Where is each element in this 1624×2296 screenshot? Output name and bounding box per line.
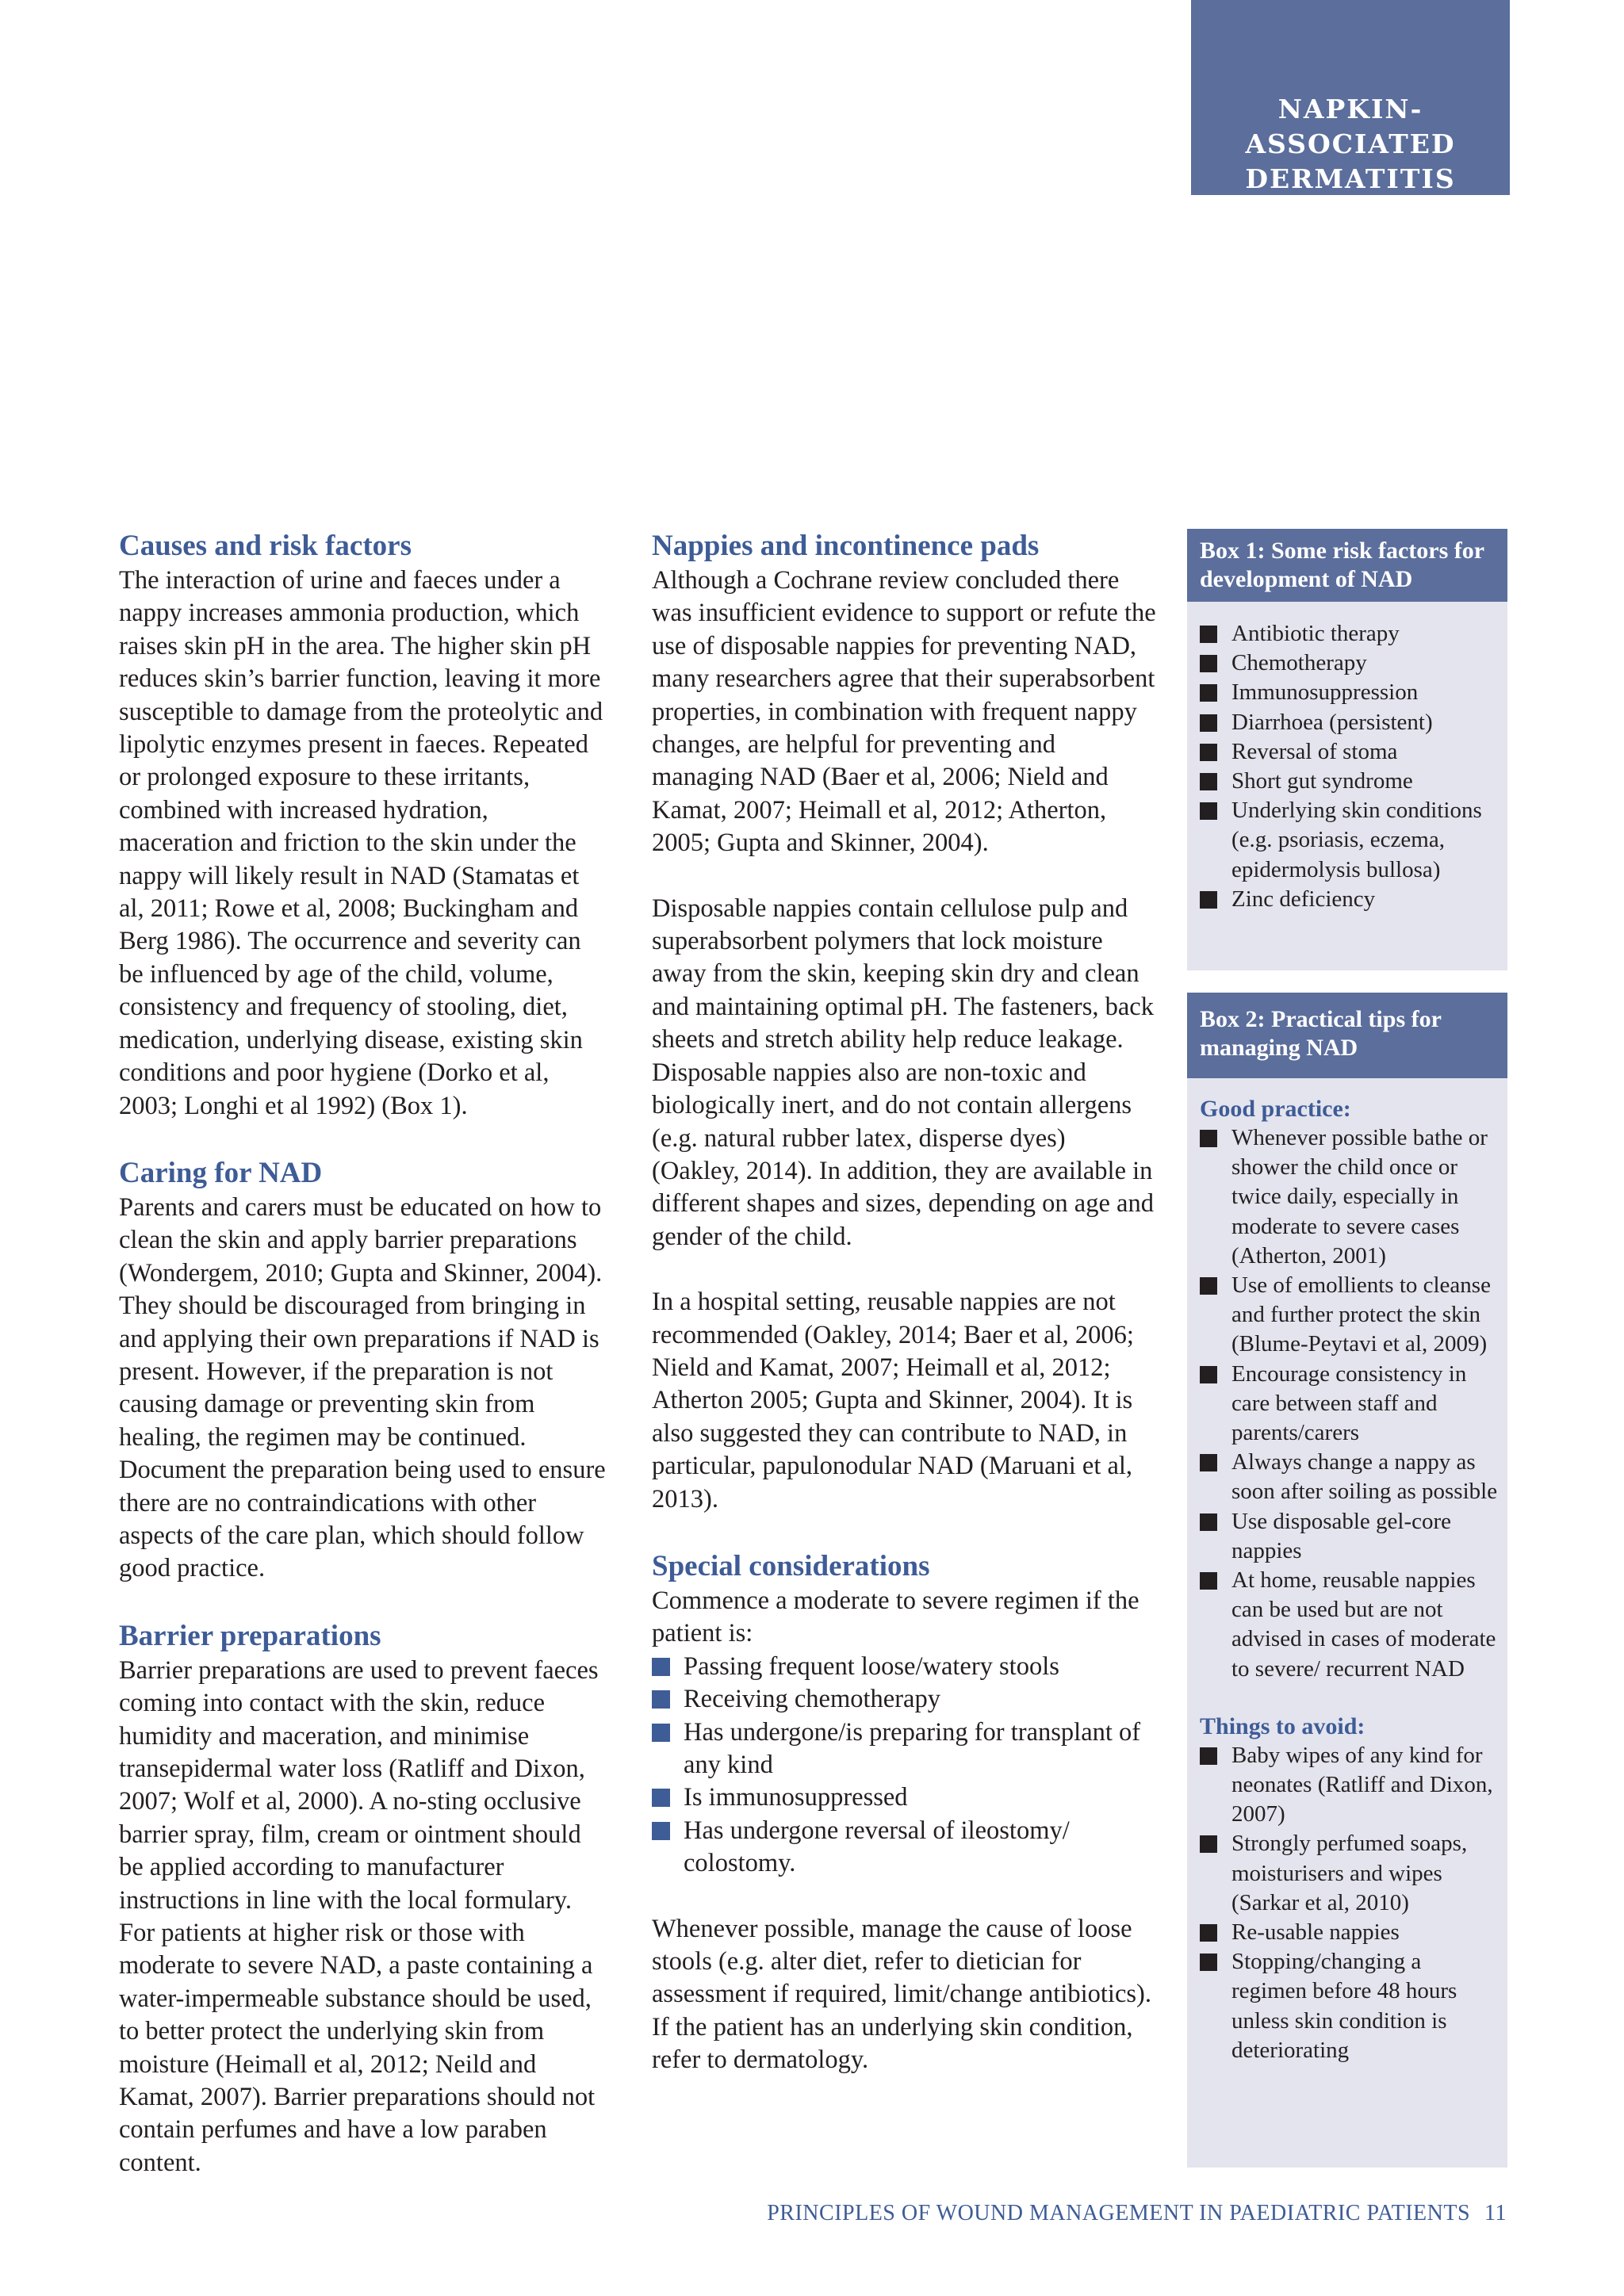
bullet-square-icon <box>1200 1277 1217 1295</box>
list-item: Stopping/changing a regimen before 48 hours unless skin condition is deteriorating <box>1200 1947 1498 2065</box>
bullet-square-icon <box>1200 655 1217 672</box>
section-causes <box>119 528 607 1123</box>
list-item: Use disposable gel-core nappies <box>1200 1507 1498 1566</box>
list-item: Underlying skin conditions (e.g. psoriasis, eczema, epidermolysis bullosa) <box>1200 796 1498 885</box>
list-item: Strongly perfumed soaps, moisturisers and wipes (Sarkar et al, 2010) <box>1200 1829 1498 1918</box>
section-nappies <box>652 528 1159 1516</box>
bullet-square-icon <box>1200 802 1217 820</box>
section-special <box>652 1548 1159 2077</box>
section-heading: Barrier preparations <box>119 1619 381 1652</box>
bullet-square-icon <box>1200 891 1217 909</box>
section-tab <box>1191 0 1510 195</box>
section-paragraph: Although a Cochrane review concluded there was insufficient evidence to support or refute the use of disposable nappies for preventing NAD, many researchers agree that their superabsorbent properties, in combination with frequent nappy changes, are helpful for preventing and managing NAD (Baer et al, 2006; Nield and Kamat, 2007; Heimall et al, 2012; Atherton, 2005; Gupta and Skinner, 2004). <box>652 566 1156 858</box>
column-middle <box>652 528 1159 2077</box>
section-caring <box>119 1155 607 1586</box>
bullet-square-icon <box>652 1789 670 1807</box>
good-practice-heading: Good practice: <box>1200 1096 1351 1122</box>
section-paragraph: Barrier preparations are used to prevent faeces coming into contact with the skin, reduce humidity and maceration, and minimise transepidermal water loss (Ratliff and Dixon, 2007; Wolf et al, 2000). A no-sting occlusive barrier spray, film, cream or ointment should be applied according to manufacturer instructions in line with the local formulary. For patients at higher risk or those with moderate to severe NAD, a paste containing a water-impermeable substance should be used, to better protect the underlying skin from moisture (Heimall et al, 2012; Neild and Kamat, 2007). Barrier preparations should not contain perfumes and have a low paraben content. <box>119 1655 599 2177</box>
bullet-square-icon <box>1200 1454 1217 1471</box>
bullet-square-icon <box>1200 684 1217 702</box>
section-tab-line: DERMATITIS <box>1245 163 1456 194</box>
section-paragraph: Parents and carers must be educated on how to clean the skin and apply barrier preparations (Wondergem, 2010; Gupta and Skinner, 2004). They should be discouraged from bringing in and applying their own preparations if NAD is present. However, if the preparation is not causing damage or preventing skin from healing, the regimen may be continued. Document the preparation being used to ensure there are no contraindications with other aspects of the care plan, which should follow good practice. <box>119 1192 606 1583</box>
section-heading: Causes and risk factors <box>119 530 412 562</box>
list-item: Immunosuppression <box>1200 678 1498 707</box>
bullet-square-icon <box>652 1690 670 1709</box>
box-title: Box 2: Practical tips for managing NAD <box>1187 993 1507 1078</box>
bullet-square-icon <box>1200 1572 1217 1590</box>
section-tab-line: NAPKIN- <box>1277 94 1423 124</box>
bullet-square-icon <box>1200 1747 1217 1765</box>
page-number: 11 <box>1484 2201 1507 2225</box>
bullet-square-icon <box>652 1724 670 1742</box>
good-practice-list <box>1200 1123 1498 1684</box>
list-item: Is immunosuppressed <box>652 1781 1159 1814</box>
section-paragraph: Commence a moderate to severe regimen if the patient is: <box>652 1586 1139 1648</box>
list-item: At home, reusable nappies can be used but are not advised in cases of moderate to severe/ recurrent NAD <box>1200 1566 1498 1684</box>
page-footer <box>767 2199 1507 2228</box>
section-paragraph: The interaction of urine and faeces under a nappy increases ammonia production, which raises skin pH in the area. The higher skin pH reduces skin’s barrier function, leaving it more susceptible to damage from the proteolytic and lipolytic enzymes present in faeces. Repeated or prolonged exposure to these irritants, combined with increased hydration, maceration and friction to the skin under the nappy will likely result in NAD (Stamatas et al, 2011; Rowe et al, 2008; Buckingham and Berg 1986). The occurrence and severity can be influenced by age of the child, volume, consistency and frequency of stooling, diet, medication, underlying disease, existing skin conditions and poor hygiene (Dorko et al, 2003; Longhi et al 1992) (Box 1). <box>119 566 603 1120</box>
column-left <box>119 528 607 2179</box>
bullet-square-icon <box>1200 1513 1217 1531</box>
bullet-square-icon <box>1200 714 1217 732</box>
list-item: Use of emollients to cleanse and further protect the skin (Blume-Peytavi et al, 2009) <box>1200 1271 1498 1360</box>
bullet-square-icon <box>1200 1835 1217 1853</box>
list-item: Reversal of stoma <box>1200 737 1498 767</box>
section-heading: Special considerations <box>652 1549 930 1582</box>
risk-factor-list <box>1200 619 1498 914</box>
list-item: Has undergone reversal of ileostomy/ colostomy. <box>652 1815 1159 1881</box>
section-paragraph: Disposable nappies contain cellulose pulp and superabsorbent polymers that lock moisture away from the skin, keeping skin dry and clean and maintaining optimal pH. The fasteners, back sheets and stretch ability help reduce leakage. Disposable nappies also are non-toxic and biologically inert, and do not contain allergens (e.g. natural rubber latex, disperse dyes) (Oakley, 2014). In addition, they are available in different shapes and sizes, depending on age and gender of the child. <box>652 894 1154 1251</box>
bullet-square-icon <box>1200 744 1217 761</box>
section-heading: Caring for NAD <box>119 1156 323 1189</box>
box-risk-factors <box>1187 529 1507 970</box>
list-item: Passing frequent loose/watery stools <box>652 1651 1159 1683</box>
bullet-square-icon <box>1200 1954 1217 1971</box>
bullet-square-icon <box>1200 1366 1217 1383</box>
list-item: Whenever possible bathe or shower the child once or twice daily, especially in moderate to severe cases (Atherton, 2001) <box>1200 1123 1498 1271</box>
bullet-square-icon <box>1200 1130 1217 1147</box>
bullet-square-icon <box>1200 773 1217 790</box>
section-barrier <box>119 1618 607 2180</box>
list-item: Baby wipes of any kind for neonates (Ratliff and Dixon, 2007) <box>1200 1741 1498 1830</box>
box-title: Box 1: Some risk factors for development of NAD <box>1187 529 1507 602</box>
list-item: Chemotherapy <box>1200 649 1498 678</box>
section-heading: Nappies and incontinence pads <box>652 530 1040 562</box>
running-title: PRINCIPLES OF WOUND MANAGEMENT IN PAEDIATRIC PATIENTS <box>767 2201 1471 2225</box>
things-to-avoid-heading: Things to avoid: <box>1200 1712 1365 1739</box>
list-item: Has undergone/is preparing for transplant of any kind <box>652 1716 1159 1782</box>
bullet-square-icon <box>652 1658 670 1676</box>
list-item: Re-usable nappies <box>1200 1918 1498 1947</box>
list-item: Zinc deficiency <box>1200 885 1498 914</box>
bullet-square-icon <box>1200 626 1217 643</box>
list-item: Always change a nappy as soon after soiling as possible <box>1200 1448 1498 1506</box>
list-item: Antibiotic therapy <box>1200 619 1498 649</box>
section-tab-line: ASSOCIATED <box>1245 128 1456 159</box>
things-to-avoid-list <box>1200 1741 1498 2065</box>
list-item: Receiving chemotherapy <box>652 1683 1159 1716</box>
list-item: Short gut syndrome <box>1200 767 1498 796</box>
list-item: Diarrhoea (persistent) <box>1200 708 1498 737</box>
section-paragraph: Whenever possible, manage the cause of loose stools (e.g. alter diet, refer to dietician for assessment if required, limit/change antibiotics). If the patient has an underlying skin condition, refer to dermatology. <box>652 1914 1151 2075</box>
list-item: Encourage consistency in care between staff and parents/carers <box>1200 1360 1498 1448</box>
bullet-square-icon <box>1200 1924 1217 1942</box>
special-list <box>652 1651 1159 1881</box>
section-paragraph: In a hospital setting, reusable nappies are not recommended (Oakley, 2014; Baer et al, 2006; Nield and Kamat, 2007; Heimall et al, 2012; Atherton 2005; Gupta and Skinner, 2004). It is also suggested they can contribute to NAD, in particular, papulonodular NAD (Maruani et al, 2013). <box>652 1288 1134 1513</box>
bullet-square-icon <box>652 1822 670 1840</box>
box-practical-tips <box>1187 993 1507 2168</box>
